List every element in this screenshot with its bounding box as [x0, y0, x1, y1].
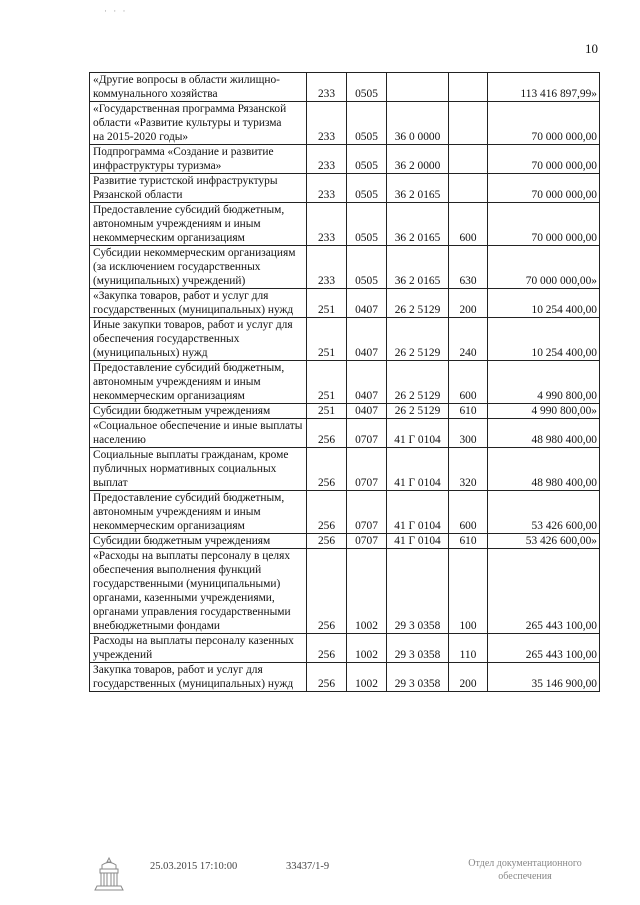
budget-table-body: [90, 73, 600, 692]
table-row: [90, 73, 600, 102]
row-section-code: 1002: [347, 549, 387, 634]
row-name: Предоставление субсидий бюджетным, автономным учреждениям и иным некоммерческим организациям: [90, 203, 307, 246]
row-target-code: 41 Г 0104: [387, 491, 449, 534]
table-row: [90, 361, 600, 404]
row-expense-type: 610: [449, 404, 488, 419]
row-target-code: 29 3 0358: [387, 634, 449, 663]
row-gr-code: 256: [307, 448, 347, 491]
row-target-code: 36 2 0000: [387, 145, 449, 174]
row-expense-type: 240: [449, 318, 488, 361]
row-expense-type: [449, 145, 488, 174]
row-target-code: [387, 73, 449, 102]
row-name: «Другие вопросы в области жилищно-коммунального хозяйства: [90, 73, 307, 102]
row-section-code: 0505: [347, 246, 387, 289]
row-section-code: 0505: [347, 203, 387, 246]
row-name: Подпрограмма «Создание и развитие инфраструктуры туризма»: [90, 145, 307, 174]
row-expense-type: [449, 102, 488, 145]
row-target-code: 26 2 5129: [387, 318, 449, 361]
row-expense-type: 200: [449, 289, 488, 318]
row-gr-code: 233: [307, 174, 347, 203]
emblem-seal-icon: [92, 856, 126, 892]
table-row: [90, 102, 600, 145]
row-target-code: 41 Г 0104: [387, 448, 449, 491]
row-gr-code: 233: [307, 102, 347, 145]
row-target-code: 29 3 0358: [387, 549, 449, 634]
row-section-code: 0505: [347, 73, 387, 102]
table-row: [90, 203, 600, 246]
row-amount: 265 443 100,00: [488, 549, 600, 634]
department-stamp: [440, 857, 610, 883]
row-section-code: 0407: [347, 318, 387, 361]
row-name: «Расходы на выплаты персоналу в целях обеспечения выполнения функций государственными (муниципальными) органами, казенными учреждениями, органами управления государственными внебюджетными фондами: [90, 549, 307, 634]
row-name: Расходы на выплаты персоналу казенных учреждений: [90, 634, 307, 663]
row-section-code: 0505: [347, 102, 387, 145]
row-expense-type: 630: [449, 246, 488, 289]
row-name: Субсидии некоммерческим организациям (за исключением государственных (муниципальных) учреждений): [90, 246, 307, 289]
row-amount: 70 000 000,00: [488, 203, 600, 246]
row-amount: 265 443 100,00: [488, 634, 600, 663]
row-target-code: 26 2 5129: [387, 289, 449, 318]
department-stamp-line1: Отдел документационного: [468, 858, 582, 869]
row-name: «Закупка товаров, работ и услуг для государственных (муниципальных) нужд: [90, 289, 307, 318]
row-gr-code: 251: [307, 289, 347, 318]
row-amount: 10 254 400,00: [488, 289, 600, 318]
scan-corner-mark: · · ·: [104, 6, 128, 16]
row-section-code: 1002: [347, 663, 387, 692]
row-gr-code: 256: [307, 534, 347, 549]
row-amount: 70 000 000,00: [488, 174, 600, 203]
row-amount: 35 146 900,00: [488, 663, 600, 692]
row-name: Предоставление субсидий бюджетным, автономным учреждениям и иным некоммерческим организациям: [90, 361, 307, 404]
table-row: [90, 289, 600, 318]
row-section-code: 0707: [347, 419, 387, 448]
row-target-code: 36 2 0165: [387, 174, 449, 203]
row-target-code: 41 Г 0104: [387, 419, 449, 448]
table-row: [90, 534, 600, 549]
table-row: [90, 448, 600, 491]
row-gr-code: 256: [307, 549, 347, 634]
row-gr-code: 256: [307, 419, 347, 448]
registration-date: 25.03.2015 17:10:00: [150, 861, 238, 872]
row-amount: 10 254 400,00: [488, 318, 600, 361]
row-name: Субсидии бюджетным учреждениям: [90, 534, 307, 549]
row-section-code: 0505: [347, 174, 387, 203]
row-gr-code: 233: [307, 246, 347, 289]
table-row: [90, 549, 600, 634]
registration-number: 33437/1-9: [286, 861, 330, 872]
row-expense-type: [449, 174, 488, 203]
row-expense-type: 300: [449, 419, 488, 448]
row-gr-code: 251: [307, 361, 347, 404]
row-amount: 48 980 400,00: [488, 419, 600, 448]
row-section-code: 0707: [347, 448, 387, 491]
row-amount: 70 000 000,00»: [488, 246, 600, 289]
row-name: Развитие туристской инфраструктуры Рязанской области: [90, 174, 307, 203]
row-section-code: 0407: [347, 289, 387, 318]
table-row: [90, 174, 600, 203]
row-gr-code: 251: [307, 318, 347, 361]
row-target-code: 29 3 0358: [387, 663, 449, 692]
table-row: [90, 491, 600, 534]
table-row: [90, 634, 600, 663]
row-expense-type: 320: [449, 448, 488, 491]
row-target-code: 26 2 5129: [387, 361, 449, 404]
document-footer: [0, 852, 640, 902]
table-row: [90, 404, 600, 419]
row-target-code: 36 0 0000: [387, 102, 449, 145]
row-name: Предоставление субсидий бюджетным, автономным учреждениям и иным некоммерческим организациям: [90, 491, 307, 534]
row-section-code: 1002: [347, 634, 387, 663]
row-amount: 113 416 897,99»: [488, 73, 600, 102]
row-name: «Государственная программа Рязанской области «Развитие культуры и туризма на 2015-2020 годы»: [90, 102, 307, 145]
row-target-code: 36 2 0165: [387, 203, 449, 246]
row-amount: 53 426 600,00: [488, 491, 600, 534]
row-expense-type: 200: [449, 663, 488, 692]
row-gr-code: 233: [307, 73, 347, 102]
row-expense-type: 600: [449, 491, 488, 534]
row-name: «Социальное обеспечение и иные выплаты населению: [90, 419, 307, 448]
row-amount: 4 990 800,00»: [488, 404, 600, 419]
department-stamp-line2: обеспечения: [498, 871, 552, 882]
row-name: Субсидии бюджетным учреждениям: [90, 404, 307, 419]
row-expense-type: [449, 73, 488, 102]
row-gr-code: 256: [307, 663, 347, 692]
row-amount: 48 980 400,00: [488, 448, 600, 491]
row-gr-code: 256: [307, 491, 347, 534]
row-gr-code: 251: [307, 404, 347, 419]
row-amount: 70 000 000,00: [488, 145, 600, 174]
row-amount: 4 990 800,00: [488, 361, 600, 404]
table-row: [90, 318, 600, 361]
page-number: 10: [585, 41, 598, 56]
row-expense-type: 100: [449, 549, 488, 634]
row-section-code: 0707: [347, 534, 387, 549]
row-gr-code: 233: [307, 145, 347, 174]
table-row: [90, 419, 600, 448]
table-row: [90, 145, 600, 174]
row-target-code: 26 2 5129: [387, 404, 449, 419]
row-amount: 70 000 000,00: [488, 102, 600, 145]
row-name: Иные закупки товаров, работ и услуг для обеспечения государственных (муниципальных) нужд: [90, 318, 307, 361]
table-row: [90, 663, 600, 692]
row-gr-code: 256: [307, 634, 347, 663]
row-expense-type: 110: [449, 634, 488, 663]
row-section-code: 0407: [347, 404, 387, 419]
row-expense-type: 610: [449, 534, 488, 549]
row-section-code: 0707: [347, 491, 387, 534]
row-name: Закупка товаров, работ и услуг для государственных (муниципальных) нужд: [90, 663, 307, 692]
row-name: Социальные выплаты гражданам, кроме публичных нормативных социальных выплат: [90, 448, 307, 491]
row-section-code: 0407: [347, 361, 387, 404]
row-gr-code: 233: [307, 203, 347, 246]
budget-table: [89, 72, 600, 692]
row-target-code: 36 2 0165: [387, 246, 449, 289]
table-row: [90, 246, 600, 289]
row-amount: 53 426 600,00»: [488, 534, 600, 549]
row-expense-type: 600: [449, 203, 488, 246]
row-section-code: 0505: [347, 145, 387, 174]
row-expense-type: 600: [449, 361, 488, 404]
row-target-code: 41 Г 0104: [387, 534, 449, 549]
